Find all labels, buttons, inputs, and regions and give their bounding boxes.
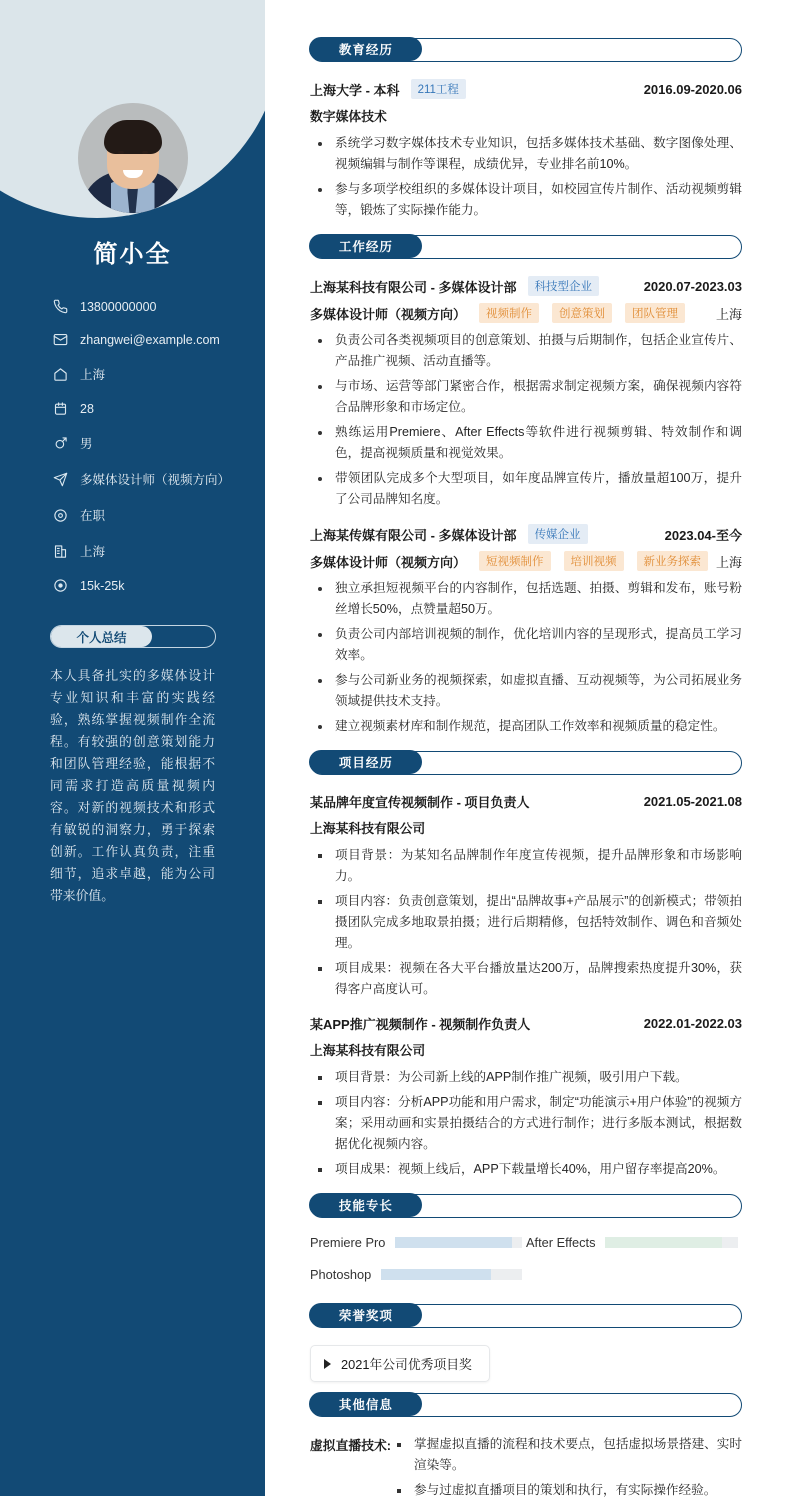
skill-item (310, 1267, 526, 1282)
skill-progress-fill (605, 1237, 722, 1248)
skill-list (310, 1235, 742, 1299)
skill-item-placeholder (526, 1267, 742, 1282)
work-entry-header (310, 276, 742, 296)
contact-item-salary (52, 578, 265, 593)
section-skills (310, 1194, 742, 1299)
section-title-projects: 项目经历 (338, 756, 393, 771)
section-header-education (310, 38, 742, 62)
contact-value-city: 上海 (80, 545, 106, 559)
work-skill-tag: 短视频制作 (479, 551, 551, 571)
avatar (78, 103, 188, 213)
section-title-skills: 技能专长 (338, 1199, 393, 1214)
project-date: 2022.01-2022.03 (643, 1016, 742, 1031)
section-header-work (310, 235, 742, 259)
work-entry-subheader (310, 303, 742, 323)
contact-item-status (52, 506, 265, 524)
list-item: 参与公司新业务的视频探索，如虚拟直播、互动视频等，为公司拓展业务领域提供技术支持。 (314, 670, 742, 712)
contact-item-phone (52, 299, 265, 314)
skill-item (310, 1235, 526, 1250)
triangle-bullet-icon (324, 1359, 331, 1369)
project-title: 某品牌年度宣传视频制作 - 项目负责人 (310, 795, 530, 810)
project-title: 某APP推广视频制作 - 视频制作负责人 (310, 1017, 531, 1032)
section-header-other (310, 1393, 742, 1417)
list-item: 参与多项学校组织的多媒体设计项目，如校园宣传片制作、活动视频剪辑等，锻炼了实际操作能力。 (314, 179, 742, 221)
project-entry (310, 1014, 742, 1180)
list-item: 建立视频素材库和制作规范，提高团队工作效率和视频质量的稳定性。 (314, 716, 742, 737)
work-company-tag: 传媒企业 (528, 524, 588, 544)
contact-value-salary: 15k-25k (80, 578, 125, 593)
section-header-skills (310, 1194, 742, 1218)
summary-section-header (50, 625, 216, 648)
other-info-label: 虚拟直播技术: (310, 1438, 392, 1453)
summary-title: 个人总结 (76, 630, 127, 645)
list-item: 负责公司各类视频项目的创意策划、拍摄与后期制作，包括企业宣传片、产品推广视频、活动直播等。 (314, 330, 742, 372)
city-icon (52, 544, 69, 559)
list-item: 负责公司内部培训视频的制作，优化培训内容的呈现形式，提高员工学习效率。 (314, 624, 742, 666)
work-entry-subheader (310, 551, 742, 571)
list-item: 系统学习数字媒体技术专业知识，包括多媒体技术基础、数字图像处理、视频编辑与制作等课程，成绩优异，专业排名前10%。 (314, 133, 742, 175)
avatar-photo (78, 103, 188, 213)
project-org: 上海某科技有限公司 (310, 821, 426, 836)
resume-main (265, 0, 794, 1496)
list-item: 项目背景：为某知名品牌制作年度宣传视频，提升品牌形象和市场影响力。 (314, 845, 742, 887)
work-bullets (314, 330, 742, 510)
honor-item[interactable] (310, 1345, 490, 1382)
contact-value-phone: 13800000000 (80, 299, 157, 314)
skill-progress-fill (381, 1269, 491, 1280)
list-item: 项目成果：视频上线后，APP下载量增长40%，用户留存率提高20%。 (314, 1159, 742, 1180)
skill-item (526, 1235, 742, 1250)
honor-label: 2021年公司优秀项目奖 (341, 1357, 472, 1372)
work-location: 上海 (715, 306, 742, 322)
work-skill-tag: 视频制作 (479, 303, 539, 323)
section-title-honors: 荣誉奖项 (338, 1309, 393, 1324)
education-date: 2016.09-2020.06 (643, 81, 742, 97)
project-org: 上海某科技有限公司 (310, 1043, 426, 1058)
skill-name: Photoshop (310, 1267, 372, 1282)
work-skill-tag: 创意策划 (552, 303, 612, 323)
list-item: 项目内容：负责创意策划，提出“品牌故事+产品展示”的创新模式；带领拍摄团队完成多地取景拍摄；进行后期精修，包括特效制作、调色和音频处理。 (314, 891, 742, 954)
contact-item-home (52, 365, 265, 383)
work-date: 2020.07-2023.03 (643, 278, 742, 294)
skill-name: After Effects (526, 1235, 596, 1250)
contact-value-status: 在职 (80, 509, 106, 523)
skill-progress-track (605, 1237, 738, 1248)
project-bullets (314, 1067, 742, 1180)
contact-item-email (52, 332, 265, 347)
section-projects (310, 751, 742, 1180)
section-honors (310, 1304, 742, 1388)
skill-name: Premiere Pro (310, 1235, 386, 1250)
target-icon (52, 472, 69, 487)
gender-icon (52, 436, 69, 451)
skill-progress-track (381, 1269, 522, 1280)
project-date: 2021.05-2021.08 (643, 794, 742, 809)
list-item: 项目背景：为公司新上线的APP制作推广视频，吸引用户下载。 (314, 1067, 742, 1088)
calendar-icon (52, 401, 69, 416)
contact-value-gender: 男 (80, 437, 93, 451)
other-info-row (310, 1434, 742, 1505)
work-company-tag: 科技型企业 (528, 276, 600, 296)
section-header-projects (310, 751, 742, 775)
section-work (310, 235, 742, 737)
work-bullets (314, 578, 742, 737)
work-skill-tag: 培训视频 (564, 551, 624, 571)
work-entry (310, 276, 742, 510)
person-name: 简小全 (93, 241, 172, 268)
education-school: 上海大学 - 本科 (310, 82, 400, 98)
work-entry-header (310, 524, 742, 544)
contact-item-age (52, 401, 265, 416)
email-icon (52, 332, 69, 347)
section-title-other: 其他信息 (338, 1398, 393, 1413)
project-entry-header (310, 1014, 742, 1033)
work-skill-tag: 团队管理 (625, 303, 685, 323)
project-entry (310, 792, 742, 1000)
education-tag: 211工程 (411, 79, 466, 99)
section-other (310, 1393, 742, 1505)
list-item: 项目成果：视频在各大平台播放量达200万，品牌搜索热度提升30%，获得客户高度认可。 (314, 958, 742, 1000)
list-item: 与市场、运营等部门紧密合作，根据需求制定视频方案，确保视频内容符合品牌形象和市场定位。 (314, 376, 742, 418)
project-entry-header (310, 792, 742, 811)
section-header-honors (310, 1304, 742, 1328)
contact-item-city (52, 542, 265, 560)
work-role: 多媒体设计师（视频方向） (310, 554, 467, 570)
education-major: 数字媒体技术 (310, 109, 387, 124)
skill-progress-fill (395, 1237, 511, 1248)
list-item: 掌握虚拟直播的流程和技术要点，包括虚拟场景搭建、实时渲染等。 (393, 1434, 742, 1476)
work-role: 多媒体设计师（视频方向） (310, 306, 467, 322)
status-icon (52, 508, 69, 523)
project-bullets (314, 845, 742, 1000)
phone-icon (52, 299, 69, 314)
list-item: 独立承担短视频平台的内容制作，包括选题、拍摄、剪辑和发布，账号粉丝增长50%，点赞量超50万。 (314, 578, 742, 620)
list-item: 参与过虚拟直播项目的策划和执行，有实际操作经验。 (393, 1480, 742, 1501)
contact-item-gender (52, 434, 265, 452)
contact-value-email: zhangwei@example.com (80, 332, 220, 347)
section-education (310, 38, 742, 221)
contact-value-target-role: 多媒体设计师（视频方向） (80, 473, 231, 487)
section-title-education: 教育经历 (338, 43, 393, 58)
work-company: 上海某科技有限公司 - 多媒体设计部 (310, 279, 517, 295)
skill-progress-track (395, 1237, 522, 1248)
home-icon (52, 367, 69, 382)
education-entry-header (310, 79, 742, 99)
list-item: 项目内容：分析APP功能和用户需求，制定“功能演示+用户体验”的视频方案；采用动画和实景拍摄结合的方式进行制作；进行多版本测试，根据数据优化视频内容。 (314, 1092, 742, 1155)
other-info-bullets (393, 1434, 742, 1505)
work-company: 上海某传媒有限公司 - 多媒体设计部 (310, 527, 517, 543)
work-date: 2023.04-至今 (664, 527, 742, 543)
sidebar (0, 0, 265, 1496)
work-skill-tag: 新业务探索 (637, 551, 709, 571)
work-entry (310, 524, 742, 737)
salary-icon (52, 578, 69, 593)
work-location: 上海 (715, 554, 742, 570)
summary-text: 本人具备扎实的多媒体设计专业知识和丰富的实践经验，熟练掌握视频制作全流程。有较强的创意策划能力和团队管理经验，能根据不同需求打造高质量视频内容。对新的视频技术和形式有敏锐的洞察力，勇于探索创新。工作认真负责，注重细节，追求卓越，能为公司带来价值。 (50, 668, 215, 903)
contact-value-age: 28 (80, 401, 94, 416)
education-entry (310, 79, 742, 221)
list-item: 带领团队完成多个大型项目，如年度品牌宣传片，播放量超100万，提升了公司品牌知名度。 (314, 468, 742, 510)
list-item: 熟练运用Premiere、After Effects等软件进行视频剪辑、特效制作和调色，提高视频质量和视觉效果。 (314, 422, 742, 464)
contact-item-target-role (52, 470, 265, 488)
contact-value-home: 上海 (80, 368, 106, 382)
education-bullets (314, 133, 742, 221)
contact-list (52, 299, 265, 593)
section-title-work: 工作经历 (338, 240, 393, 255)
